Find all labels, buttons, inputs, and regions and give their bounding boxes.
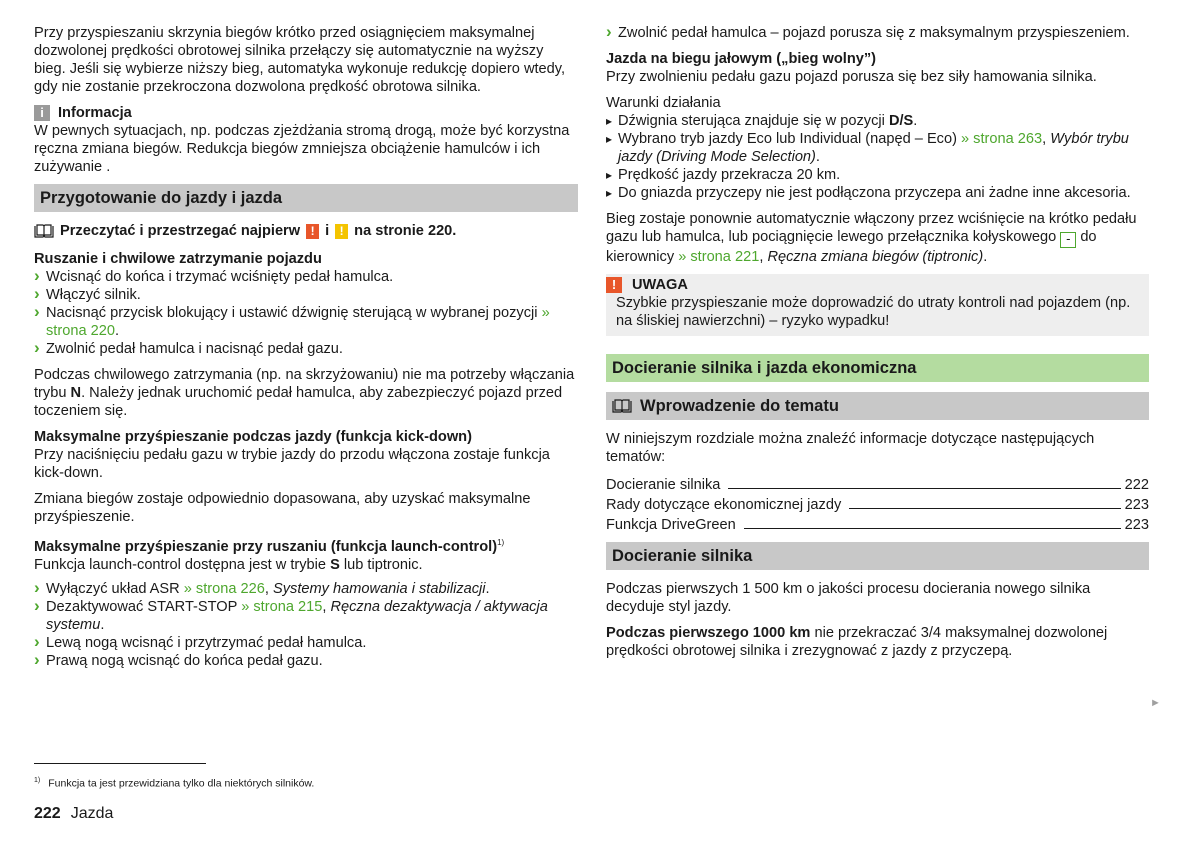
- footnote: $^{1)}$ Funkcja ta jest przewidziana tylko dla niektórych silników.: [34, 777, 315, 790]
- toc-row[interactable]: Docieranie silnika 222: [606, 477, 1149, 493]
- break-in-text: Podczas pierwszych 1 500 km o jakości procesu docierania nowego silnika decyduje styl jazdy.: [606, 581, 1091, 615]
- page-link[interactable]: » strona 226: [183, 580, 265, 597]
- stop-paragraph: Podczas chwilowego zatrzymania (np. na skrzyżowaniu) nie ma potrzeby włączania trybu N. Należy jednak uruchomić pedał hamulca, aby zabezpieczyć pojazd przed toczeniem się.: [34, 367, 575, 419]
- read-suffix: na stronie 220.: [354, 223, 457, 239]
- right-column: [606, 24, 1149, 668]
- section-title-preparation: Przygotowanie do jazdy i jazda: [34, 184, 578, 212]
- list-item: ▸ Dźwignia sterująca znajduje się w pozycji D/S.: [606, 112, 1149, 130]
- toc-list: [606, 476, 1149, 534]
- page-link[interactable]: » strona 221: [678, 249, 760, 265]
- launch-heading: Maksymalne przyśpieszanie przy ruszaniu (funkcja launch-control)$^{1)}$: [34, 538, 505, 555]
- warning-red-icon: !: [306, 224, 319, 239]
- idle-text: Przy zwolnieniu pedału gazu pojazd porusza się bez siły hamowania silnika.: [606, 69, 1097, 85]
- page-footer: [34, 805, 113, 823]
- list-item: › Nacisnąć przycisk blokujący i ustawić dźwignię sterującą w wybranej pozycji » strona 220.: [34, 304, 578, 340]
- page-link[interactable]: » strona 220: [46, 305, 550, 339]
- list-item: › Lewą nogą wcisnąć i przytrzymać pedał hamulca.: [34, 634, 578, 652]
- info-heading: [34, 104, 578, 122]
- page-number: 222: [34, 805, 61, 822]
- book-icon: [34, 224, 54, 238]
- warning-heading: [606, 274, 1139, 294]
- idle-heading: Jazda na biegu jałowym („bieg wolny”): [606, 51, 877, 67]
- intro-text: W niniejszym rozdziale można znaleźć informacje dotyczące następujących tematów:: [606, 431, 1095, 465]
- list-item: › Prawą nogą wcisnąć do końca pedał gazu.: [34, 652, 578, 670]
- list-item: ▸ Wybrano tryb jazdy Eco lub Individual (napęd – Eco) » strona 263, Wybór trybu jazdy (Driving Mode Selection).: [606, 130, 1149, 166]
- kickdown-text: Przy naciśnięciu pedału gazu w trybie jazdy do przodu włączona zostaje funkcja kick-down.: [34, 447, 550, 481]
- minus-key-icon: -: [1060, 232, 1076, 248]
- restart-paragraph: Bieg zostaje ponownie automatycznie włączony przez wciśnięcie na krótko pedału gazu lub hamulca, lub pociągnięcie lewego przełącznika kołyskowego - do kierownicy » strona 221, Ręczna zmiana biegów (tiptronic).: [606, 211, 1137, 265]
- stop-list: [34, 268, 578, 358]
- read-first-note: [34, 222, 578, 240]
- list-item: › Włączyć silnik.: [34, 286, 578, 304]
- section-name: Jazda: [70, 805, 114, 822]
- conditions-list: [606, 112, 1149, 202]
- kickdown-text-2: Zmiana biegów zostaje odpowiednio dopasowana, aby uzyskać maksymalne przyśpieszenie.: [34, 491, 531, 525]
- section-title-running-in: Docieranie silnika i jazda ekonomiczna: [606, 354, 1149, 382]
- toc-row[interactable]: Funkcja DriveGreen 223: [606, 517, 1149, 533]
- list-item: ▸ Do gniazda przyczepy nie jest podłączona przyczepa ani żadne inne akcesoria.: [606, 184, 1149, 202]
- list-item: › Zwolnić pedał hamulca i nacisnąć pedał gazu.: [34, 340, 578, 358]
- info-title: Informacja: [58, 105, 132, 121]
- intro-paragraph: Przy przyspieszaniu skrzynia biegów krótko przed osiągnięciem maksymalnej dozwolonej prędkości obrotowej silnika przełączy się automatycznie na wyższy bieg. Jeśli się wybierze niższy bieg, automatyka wykonuje redukcję dopiero wtedy, gdy nie zostanie przekroczona dozwolona prędkość obrotowa silnika.: [34, 25, 566, 95]
- list-item: › Zwolnić pedał hamulca – pojazd porusza się z maksymalnym przyspieszeniem.: [606, 24, 1149, 42]
- warning-box: [606, 274, 1149, 336]
- toc-row[interactable]: Rady dotyczące ekonomicznej jazdy 223: [606, 497, 1149, 513]
- launch-list: [34, 580, 578, 670]
- list-item: ▸ Prędkość jazdy przekracza 20 km.: [606, 166, 1149, 184]
- footnote-reference: 1): [497, 538, 505, 547]
- intro-section-bar: [606, 392, 1149, 420]
- warning-yellow-icon: !: [335, 224, 348, 239]
- page-link[interactable]: » strona 215: [241, 598, 323, 615]
- list-item: › Wcisnąć do końca i trzymać wciśnięty pedał hamulca.: [34, 268, 578, 286]
- left-column: [34, 24, 578, 678]
- warning-icon: !: [606, 277, 622, 293]
- list-item: › Dezaktywować START-STOP » strona 215, Ręczna dezaktywacja / aktywacja systemu.: [34, 598, 578, 634]
- continue-arrow-icon: ►: [1150, 697, 1161, 709]
- warning-text: Szybkie przyspieszanie może doprowadzić do utraty kontroli nad pojazdem (np. na śliskiej nawierzchni) – ryzyko wypadku!: [616, 295, 1131, 329]
- info-text: W pewnych sytuacjach, np. podczas zjeżdżania stromą drogą, może być korzystna ręczna zmiana biegów. Redukcja biegów zmniejsza obciążenie hamulców i ich zużywanie .: [34, 123, 570, 175]
- read-and: i: [325, 223, 330, 239]
- list-item: › Wyłączyć układ ASR » strona 226, Systemy hamowania i stabilizacji.: [34, 580, 578, 598]
- book-icon: [612, 399, 632, 413]
- kickdown-heading: Maksymalne przyśpieszanie podczas jazdy (funkcja kick-down): [34, 429, 472, 445]
- footnote-divider: [34, 763, 206, 764]
- page-link[interactable]: » strona 263: [961, 131, 1043, 147]
- break-in-text-2: Podczas pierwszego 1000 km nie przekraczać 3/4 maksymalnej dozwolonej prędkości obrotowej silnika i zrezygnować z jazdy z przyczepą.: [606, 625, 1108, 659]
- stop-heading: Ruszanie i chwilowe zatrzymanie pojazdu: [34, 251, 322, 267]
- read-prefix: Przeczytać i przestrzegać najpierw: [60, 223, 301, 239]
- warning-title: UWAGA: [632, 277, 688, 293]
- intro-section-title: Wprowadzenie do tematu: [640, 397, 839, 415]
- launch-text: Funkcja launch-control dostępna jest w trybie S lub tiptronic.: [34, 556, 423, 573]
- conditions-title: Warunki działania: [606, 95, 721, 111]
- info-icon: i: [34, 105, 50, 121]
- section-title-break-in: Docieranie silnika: [606, 542, 1149, 570]
